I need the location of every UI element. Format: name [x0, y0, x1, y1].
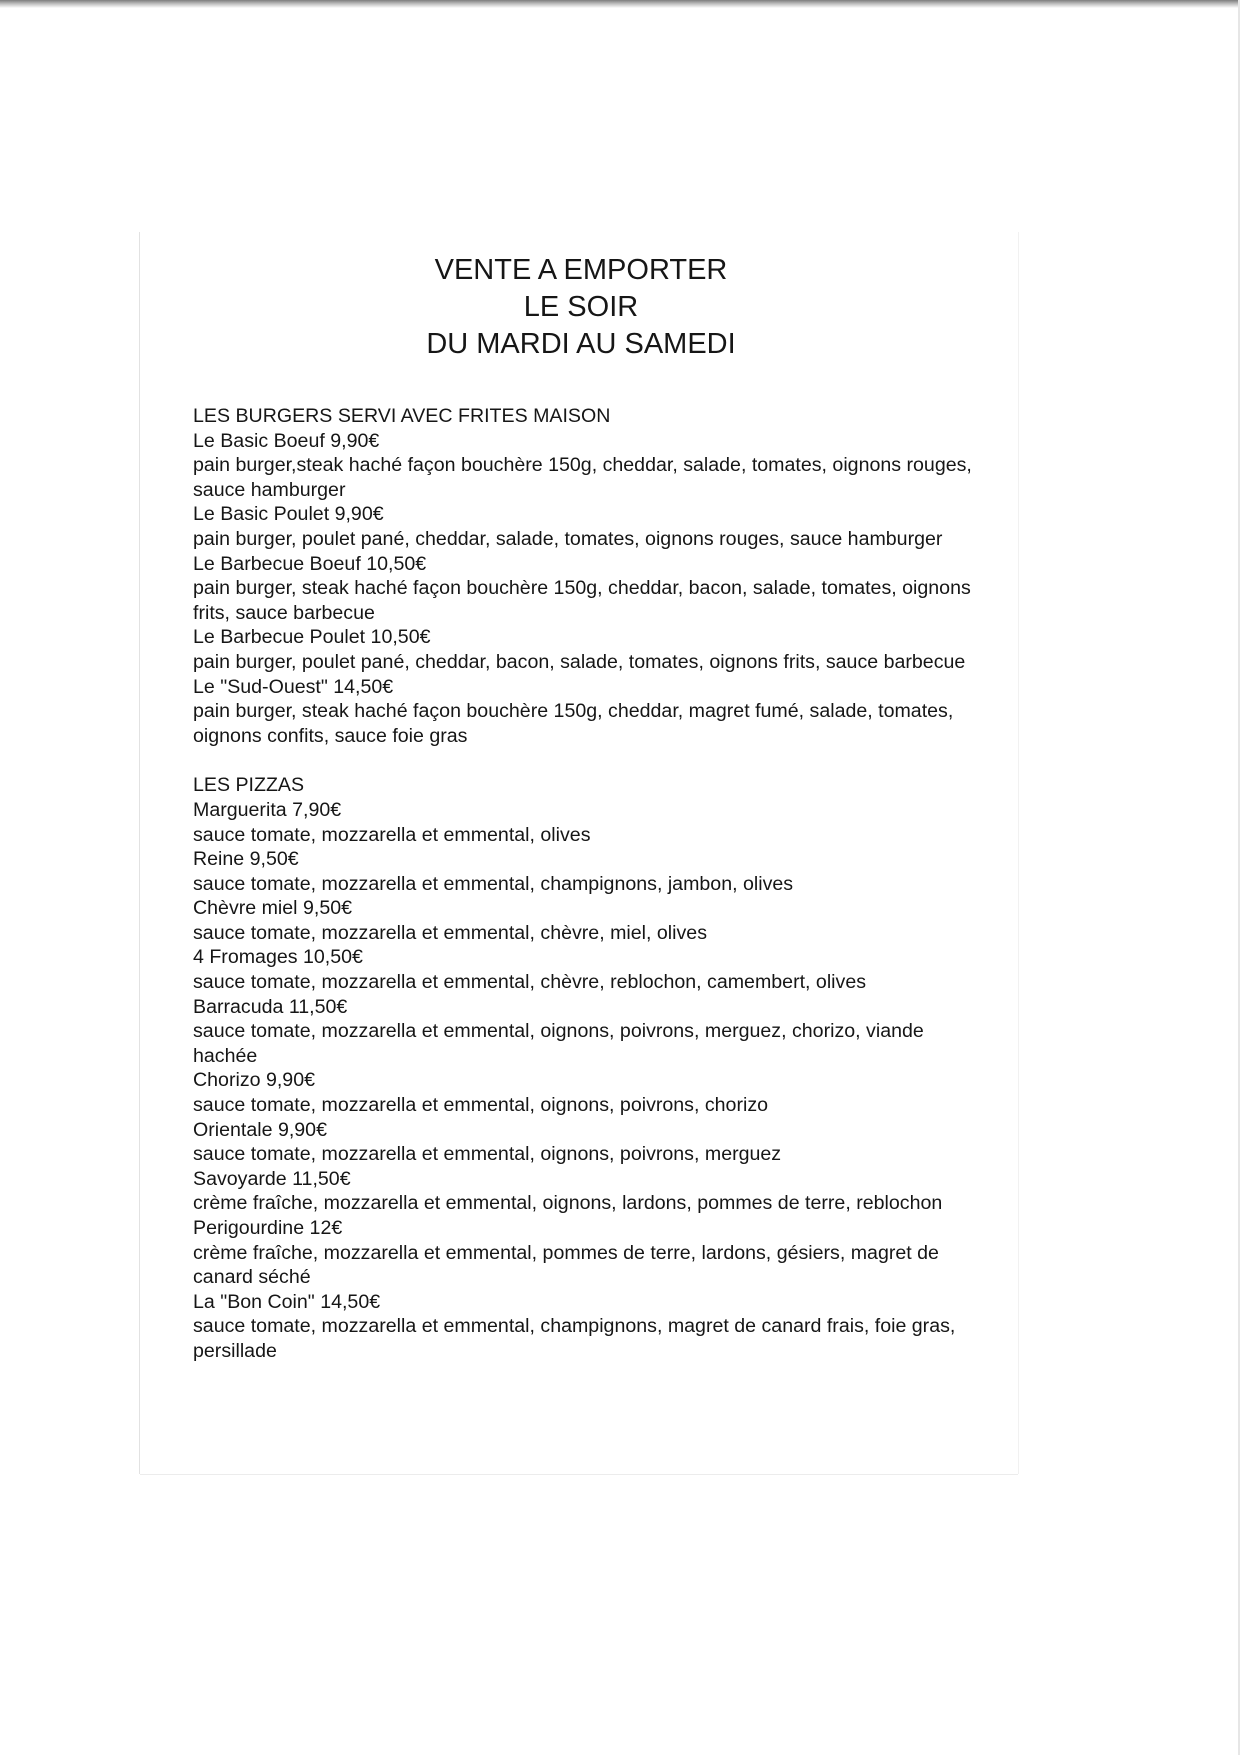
- menu-item-description: pain burger, poulet pané, cheddar, bacon, salade, tomates, oignons frits, sauce barbecue: [193, 650, 966, 673]
- menu-item-name: 4 Fromages 10,50€: [193, 946, 363, 969]
- title-line: VENTE A EMPORTER: [434, 254, 728, 286]
- menu-item-description: pain burger, poulet pané, cheddar, salade, tomates, oignons rouges, sauce hamburger: [193, 527, 943, 550]
- menu-item-name: Le Barbecue Poulet 10,50€: [193, 626, 431, 649]
- pizzas-section: [193, 773, 993, 1363]
- menu-item-description: sauce tomate, mozzarella et emmental, oignons, poivrons, merguez: [193, 1143, 782, 1166]
- menu-item-description: sauce tomate, mozzarella et emmental, oignons, poivrons, chorizo: [193, 1094, 769, 1117]
- menu-item-name: Chèvre miel 9,50€: [193, 897, 353, 920]
- menu-item-name: Reine 9,50€: [193, 848, 299, 871]
- menu-item-name: Le Basic Boeuf 9,90€: [193, 429, 380, 452]
- title-line: LE SOIR: [523, 291, 639, 323]
- menu-item-name: Le Barbecue Boeuf 10,50€: [193, 552, 427, 575]
- menu-sheet: [140, 232, 1018, 1474]
- menu-item-description: sauce tomate, mozzarella et emmental, champignons, magret de canard frais, foie gras, persillade: [193, 1315, 956, 1362]
- menu-item-description: pain burger, steak haché façon bouchère 150g, cheddar, magret fumé, salade, tomates, oignons confits, sauce foie gras: [193, 700, 954, 747]
- menu-item-description: pain burger,steak haché façon bouchère 150g, cheddar, salade, tomates, oignons rouges, sauce hamburger: [193, 454, 972, 501]
- menu-item-description: crème fraîche, mozzarella et emmental, pommes de terre, lardons, gésiers, magret de canard séché: [193, 1241, 939, 1289]
- menu-item-description: sauce tomate, mozzarella et emmental, champignons, jambon, olives: [193, 872, 794, 895]
- menu-item-name: Chorizo 9,90€: [193, 1069, 315, 1092]
- section-heading: LES PIZZAS: [193, 774, 305, 797]
- menu-item-description: pain burger, steak haché façon bouchère 150g, cheddar, bacon, salade, tomates, oignons frits, sauce barbecue: [193, 577, 971, 624]
- menu-item-name: Le "Sud-Ouest" 14,50€: [193, 675, 394, 698]
- menu-item-description: sauce tomate, mozzarella et emmental, oignons, poivrons, merguez, chorizo, viande hachée: [193, 1020, 924, 1067]
- menu-item-name: Savoyarde 11,50€: [193, 1167, 351, 1190]
- menu-item-name: Le Basic Poulet 9,90€: [193, 503, 384, 526]
- menu-item-name: Marguerita 7,90€: [193, 798, 342, 821]
- scan-top-edge: [0, 0, 1240, 8]
- menu-item-name: Perigourdine 12€: [193, 1217, 343, 1239]
- menu-item-name: La "Bon Coin" 14,50€: [193, 1290, 381, 1313]
- title-line: DU MARDI AU SAMEDI: [426, 328, 736, 360]
- menu-item-description: sauce tomate, mozzarella et emmental, olives: [193, 823, 591, 846]
- section-heading: LES BURGERS SERVI AVEC FRITES MAISON: [193, 405, 611, 427]
- menu-item-name: Orientale 9,90€: [193, 1118, 327, 1141]
- menu-item-description: sauce tomate, mozzarella et emmental, chèvre, reblochon, camembert, olives: [193, 971, 867, 994]
- menu-item-description: crème fraîche, mozzarella et emmental, oignons, lardons, pommes de terre, reblochon: [193, 1192, 943, 1215]
- menu-content: [193, 404, 993, 1364]
- menu-title: [140, 252, 1018, 363]
- menu-item-name: Barracuda 11,50€: [193, 995, 348, 1018]
- burgers-section: [193, 404, 993, 748]
- menu-item-description: sauce tomate, mozzarella et emmental, chèvre, miel, olives: [193, 921, 708, 944]
